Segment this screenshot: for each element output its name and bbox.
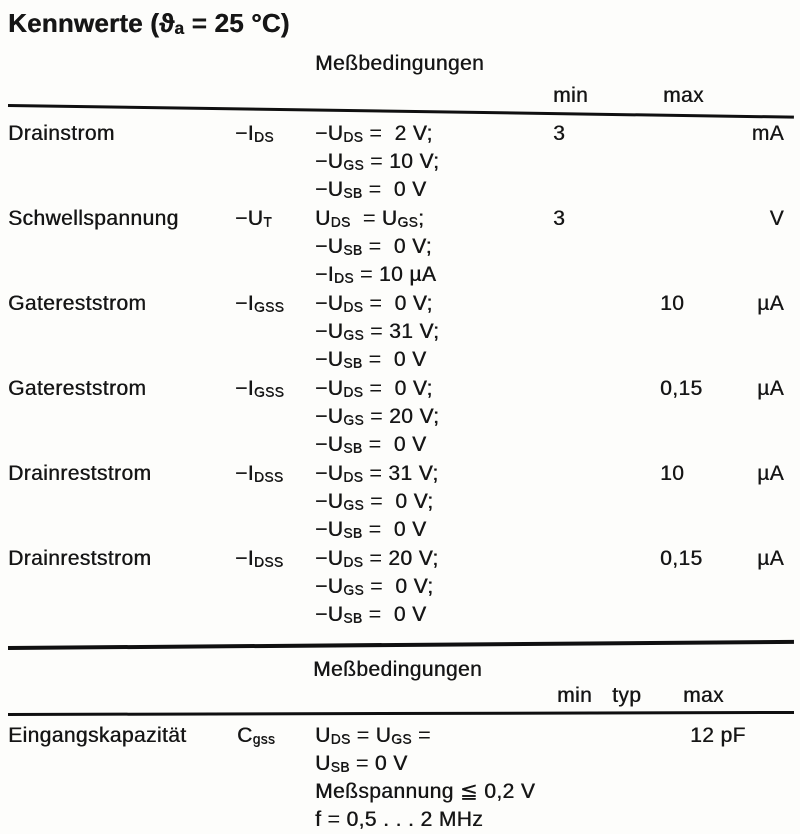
param-name: Schwellspannung (8, 207, 179, 230)
subscript: DS (330, 730, 351, 747)
max-value (640, 120, 725, 205)
subscript: GS (391, 730, 412, 747)
unit: µA (757, 292, 784, 315)
param-symbol: −IDSS (235, 547, 284, 570)
condition-line: −IDS = 10 µA (315, 263, 437, 286)
unit: µA (757, 377, 784, 400)
table2-header-rule (8, 711, 794, 716)
table-row (8, 460, 794, 545)
min-value (545, 375, 640, 460)
subscript: SB (343, 354, 363, 371)
subscript: DS (343, 468, 364, 485)
subscript: GSS (253, 383, 285, 400)
condition-line: −USB = 0 V (315, 433, 427, 456)
table1-body (8, 120, 794, 630)
subscript: DS (343, 298, 364, 315)
param-symbol: −IDSS (235, 462, 284, 485)
subscript: DS (333, 269, 354, 286)
subscript: GS (343, 156, 364, 173)
subscript: DS (253, 128, 274, 145)
subscript: SB (330, 758, 350, 775)
subscript: GS (343, 326, 364, 343)
max-value (640, 205, 725, 290)
subscript: GS (343, 496, 364, 513)
condition-line: −UDS = 20 V; (315, 547, 439, 570)
condition-line: f = 0,5 . . . 2 MHz (315, 808, 484, 831)
table-row (8, 545, 794, 630)
param-symbol: −IGSS (235, 377, 285, 400)
max-value: 12 pF (690, 724, 746, 747)
condition-line: −UDS = 2 V; (315, 122, 433, 145)
param-conditions (315, 722, 555, 834)
param-conditions (315, 290, 545, 375)
param-conditions (315, 205, 545, 290)
subscript: SB (343, 439, 363, 456)
condition-line: −USB = 0 V (315, 603, 427, 626)
subscript: DSS (253, 553, 284, 570)
condition-line: USB = 0 V (315, 752, 408, 775)
unit: µA (757, 547, 784, 570)
condition-line: UDS = UGS = (315, 724, 431, 747)
subscript: DSS (253, 468, 284, 485)
table-row (8, 290, 794, 375)
subscript: GS (397, 213, 418, 230)
condition-line: −UGS = 0 V; (315, 575, 434, 598)
param-conditions (315, 460, 545, 545)
condition-line: −UGS = 0 V; (315, 490, 434, 513)
param-name: Gatereststrom (8, 377, 147, 400)
param-conditions (315, 375, 545, 460)
subscript: T (263, 213, 273, 230)
table-row (8, 722, 794, 834)
condition-line: −USB = 0 V (315, 518, 427, 541)
table-row (8, 205, 794, 290)
unit: µA (757, 462, 784, 485)
condition-line: −UDS = 31 V; (315, 462, 439, 485)
param-conditions (315, 545, 545, 630)
param-name: Drainreststrom (8, 547, 152, 570)
table2-typ-column-header: typ (612, 684, 642, 707)
table2-body (8, 722, 794, 834)
condition-line: UDS = UGS; (315, 207, 425, 230)
table1-max-column-header: max (663, 84, 704, 107)
param-conditions (315, 120, 545, 205)
section-divider-rule (8, 640, 794, 650)
param-symbol: −UT (235, 207, 273, 230)
condition-line: −UDS = 0 V; (315, 377, 433, 400)
max-value: 10 (660, 462, 685, 485)
min-value: 3 (553, 207, 566, 230)
subscript: SB (343, 241, 363, 258)
table2-max-column-header: max (683, 684, 724, 707)
subscript: DS (343, 553, 364, 570)
subscript: DS (330, 213, 351, 230)
subscript: SB (343, 524, 363, 541)
min-value (545, 290, 640, 375)
max-value: 0,15 (660, 377, 703, 400)
condition-line: −UGS = 20 V; (315, 405, 440, 428)
param-symbol: Cgss (237, 724, 276, 747)
condition-line: −USB = 0 V (315, 178, 427, 201)
condition-line: −UGS = 10 V; (315, 150, 440, 173)
min-value (545, 545, 640, 630)
param-name: Gatereststrom (8, 292, 147, 315)
param-symbol: −IGSS (235, 292, 285, 315)
table-row (8, 120, 794, 205)
subscript: GSS (253, 298, 285, 315)
max-value: 10 (660, 292, 685, 315)
table2-conditions-header: Meßbedingungen (313, 658, 483, 681)
max-value: 0,15 (660, 547, 703, 570)
subscript: DS (343, 128, 364, 145)
subscript: DS (343, 383, 364, 400)
subscript: GS (343, 581, 364, 598)
unit: mA (751, 122, 784, 145)
param-name: Drainreststrom (8, 462, 152, 485)
condition-line: −UGS = 31 V; (315, 320, 440, 343)
param-symbol: −IDS (235, 122, 274, 145)
table-row (8, 375, 794, 460)
table1-min-column-header: min (553, 84, 589, 107)
condition-line: −UDS = 0 V; (315, 292, 433, 315)
subscript: a (174, 18, 185, 39)
min-value: 3 (553, 122, 566, 145)
param-name: Eingangskapazität (8, 724, 187, 747)
subscript: gss (252, 730, 276, 747)
subscript: SB (343, 609, 363, 626)
typ-value (610, 722, 667, 834)
page-title: Kennwerte (ϑa = 25 °C) (8, 8, 290, 39)
condition-line: Meßspannung ≦ 0,2 V (315, 780, 536, 803)
unit: V (769, 207, 784, 230)
condition-line: −USB = 0 V (315, 348, 427, 371)
table2-min-column-header: min (557, 684, 593, 707)
param-name: Drainstrom (8, 122, 115, 145)
min-value (555, 722, 610, 834)
subscript: GS (343, 411, 364, 428)
min-value (545, 460, 640, 545)
table1-conditions-header: Meßbedingungen (315, 52, 485, 75)
condition-line: −USB = 0 V; (315, 235, 432, 258)
subscript: SB (343, 184, 363, 201)
